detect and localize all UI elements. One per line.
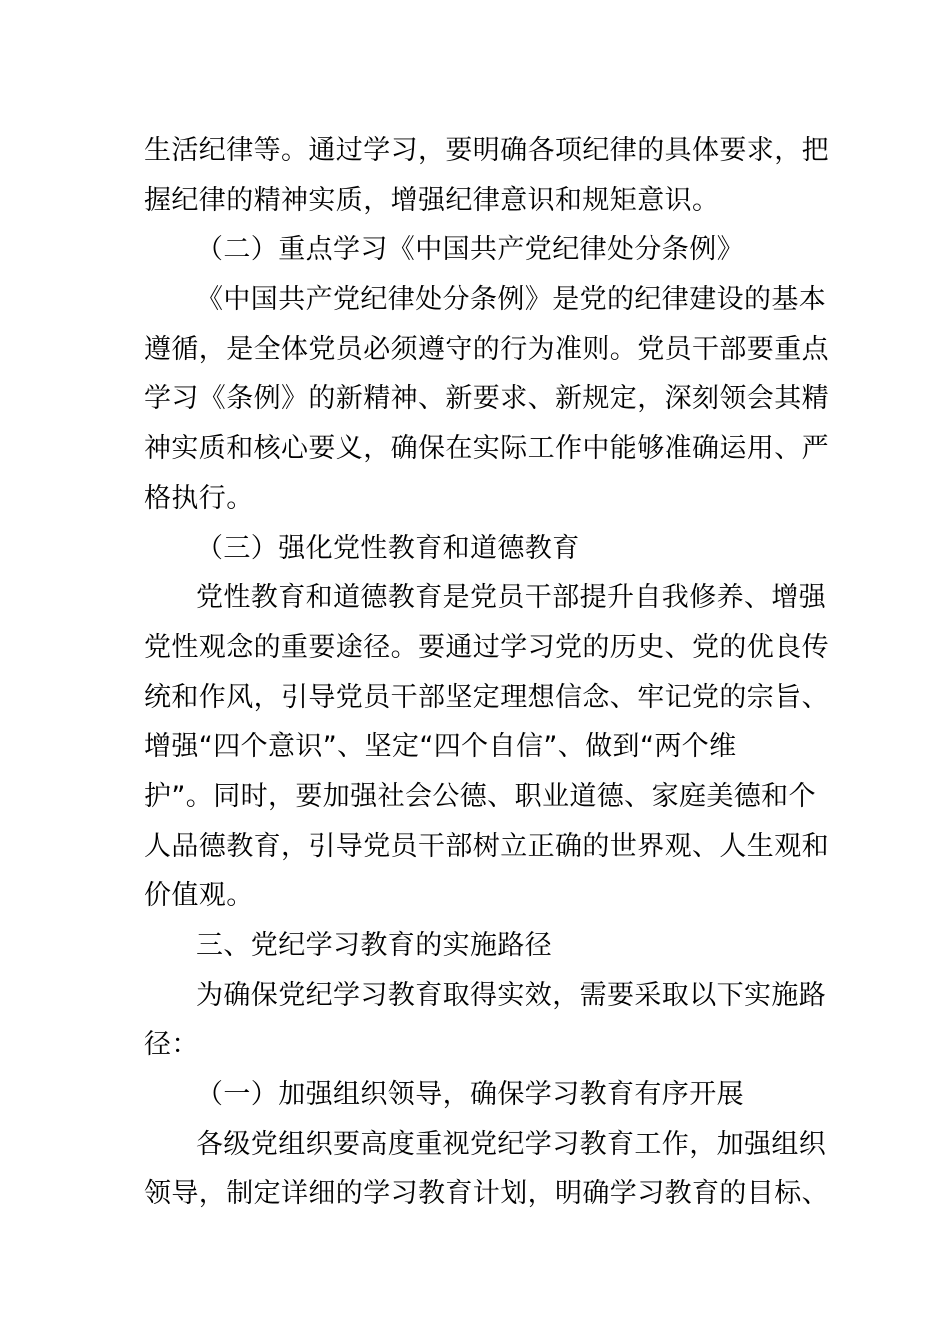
- text-line: 党性观念的重要途径。要通过学习党的历史、党的优良传: [144, 631, 829, 663]
- text-line: 护”。同时，要加强社会公德、职业道德、家庭美德和个: [144, 780, 816, 812]
- section-heading: （三）强化党性教育和道德教育: [196, 532, 580, 564]
- text-line: 握纪律的精神实质，增强纪律意识和规矩意识。: [144, 184, 720, 216]
- text-line: 领导，制定详细的学习教育计划，明确学习教育的目标、: [144, 1178, 829, 1210]
- text-line: 统和作风，引导党员干部坚定理想信念、牢记党的宗旨、: [144, 681, 829, 713]
- paragraph-start: 党性教育和道德教育是党员干部提升自我修养、增强: [196, 582, 827, 614]
- section-heading: （一）加强组织领导，确保学习教育有序开展: [196, 1079, 744, 1111]
- text-line: 生活纪律等。通过学习，要明确各项纪律的具体要求，把: [144, 135, 829, 166]
- text-line: 格执行。: [144, 482, 254, 514]
- chapter-heading: 三、党纪学习教育的实施路径: [196, 930, 553, 961]
- text-line: 价值观。: [144, 880, 254, 912]
- paragraph-start: 为确保党纪学习教育取得实效，需要采取以下实施路: [196, 979, 827, 1011]
- text-line: 径：: [144, 1029, 199, 1061]
- text-line: 神实质和核心要义，确保在实际工作中能够准确运用、严: [144, 433, 829, 465]
- paragraph-start: 《中国共产党纪律处分条例》是党的纪律建设的基本: [196, 284, 827, 316]
- section-heading: （二）重点学习《中国共产党纪律处分条例》: [196, 234, 744, 266]
- text-line: 增强“四个意识”、坚定“四个自信”、做到“两个维: [144, 731, 737, 763]
- paragraph-start: 各级党组织要高度重视党纪学习教育工作，加强组织: [196, 1128, 827, 1160]
- text-line: 遵循，是全体党员必须遵守的行为准则。党员干部要重点: [144, 333, 829, 365]
- text-line: 学习《条例》的新精神、新要求、新规定，深刻领会其精: [144, 383, 829, 415]
- document-body: [144, 126, 829, 1219]
- text-line: 人品德教育，引导党员干部树立正确的世界观、人生观和: [144, 830, 829, 862]
